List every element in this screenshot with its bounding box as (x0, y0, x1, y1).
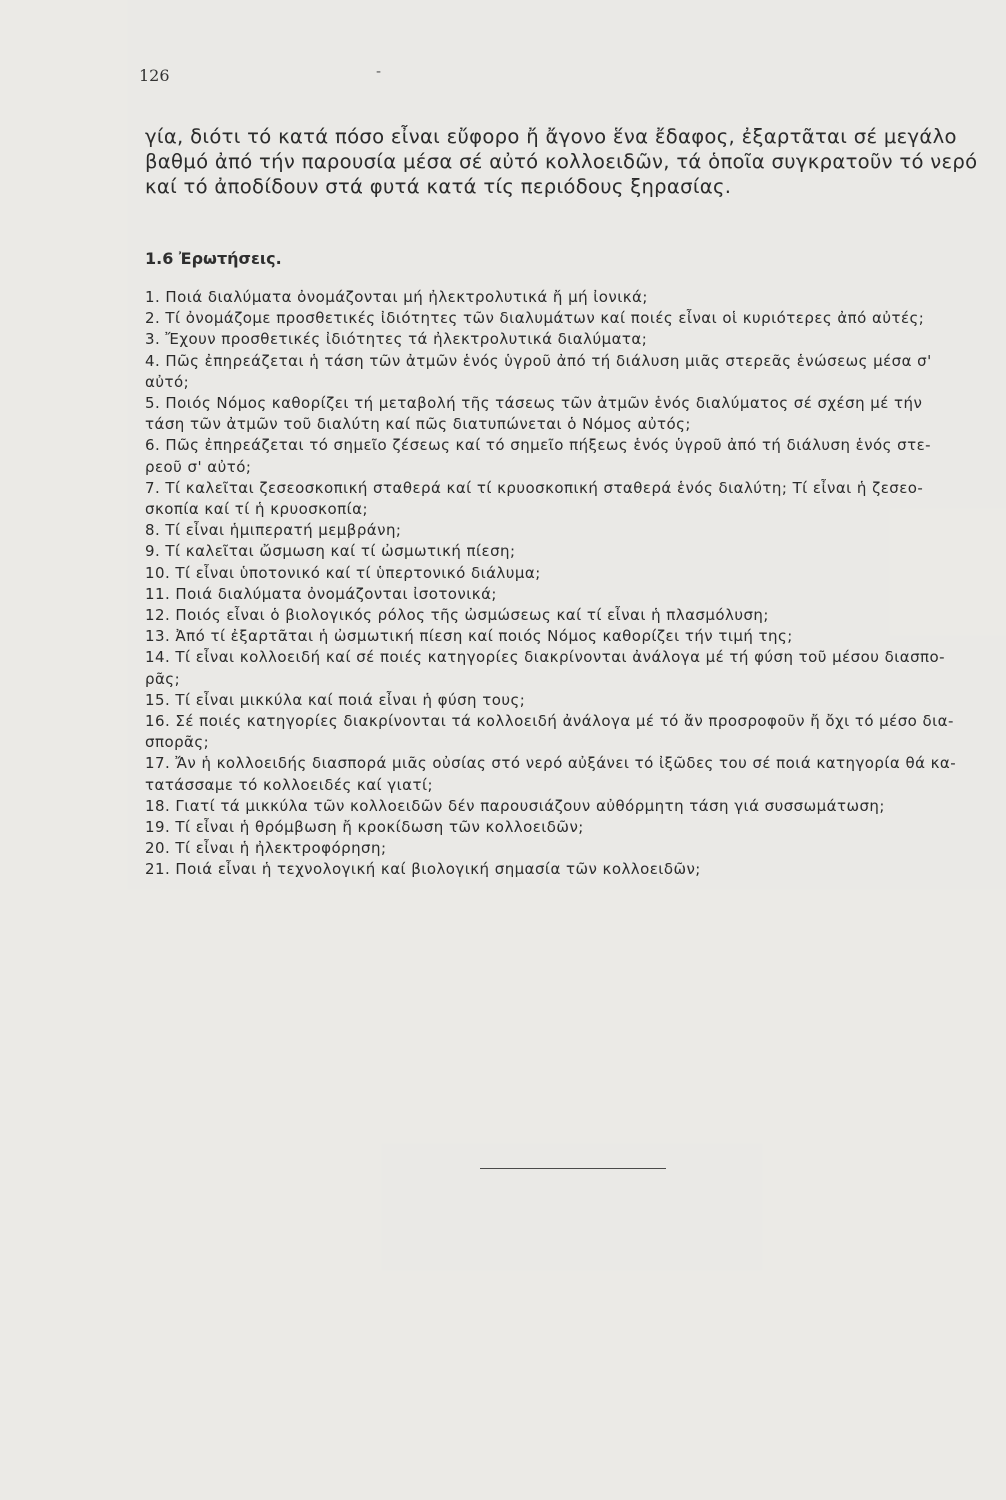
question-item: 1. Ποιά διαλύματα ὀνομάζονται μή ἠλεκτρολυτικά ἤ μή ἰονικά; (145, 288, 648, 306)
question-item: 17. Ἄν ἡ κολλοειδής διασπορά μιᾶς οὐσίας στό νερό αὐξάνει τό ἰξῶδες του σέ ποιά κατηγορία θά κα- τατάσσαμε τό κολλοειδές καί γιατί; (145, 754, 957, 794)
question-item: 14. Τί εἶναι κολλοειδή καί σέ ποιές κατηγορίες διακρίνονται ἀνάλογα μέ τή φύση τοῦ μέσου διασπο- ρᾶς; (145, 648, 946, 688)
question-item: 11. Ποιά διαλύματα ὀνομάζονται ἰσοτονικά; (145, 584, 497, 603)
question-item: 5. Ποιός Νόμος καθορίζει τή μεταβολή τῆς τάσεως τῶν ἀτμῶν ἑνός διαλύματος σέ σχέση μέ τήν τάση τῶν ἀτμῶν τοῦ διαλύτη καί πῶς διατυπώνεται ὁ Νόμος αὐτός; (145, 394, 923, 434)
question-item: 16. Σέ ποιές κατηγορίες διακρίνονται τά κολλοειδή ἀνάλογα μέ τό ἄν προσροφοῦν ἤ ὄχι τό μέσο δια- σπορᾶς; (145, 712, 954, 752)
question-item: 13. Ἀπό τί ἐξαρτᾶται ἡ ὠσμωτική πίεση καί ποιός Νόμος καθορίζει τήν τιμή της; (145, 627, 793, 646)
section-divider (480, 1168, 666, 1169)
question-item: 18. Γιατί τά μικκύλα τῶν κολλοειδῶν δέν παρουσιάζουν αὐθόρμητη τάση γιά συσσωμάτωση; (145, 796, 885, 815)
question-item: 21. Ποιά εἶναι ἡ τεχνολογική καί βιολογική σημασία τῶν κολλοειδῶν; (145, 860, 701, 879)
question-item: 2. Τί ὀνομάζομε προσθετικές ἰδιότητες τῶν διαλυμάτων καί ποιές εἶναι οἱ κυριότερες ἀπό αὐτές; (145, 309, 925, 328)
print-mark: - (376, 64, 382, 80)
page-number: 126 (139, 66, 170, 85)
question-item: 4. Πῶς ἐπηρεάζεται ἡ τάση τῶν ἀτμῶν ἑνός ὑγροῦ ἀπό τή διάλυση μιᾶς στερεᾶς ἑνώσεως μέσα σ' αὐτό; (145, 351, 932, 391)
intro-paragraph (145, 124, 990, 199)
question-item: 9. Τί καλεῖται ὤσμωση καί τί ὠσμωτική πίεση; (145, 542, 516, 561)
question-item: 10. Τί εἶναι ὑποτονικό καί τί ὑπερτονικό διάλυμα; (145, 563, 541, 582)
question-item: 19. Τί εἶναι ἡ θρόμβωση ἤ κροκίδωση τῶν κολλοειδῶν; (145, 818, 584, 837)
question-item: 8. Τί εἶναι ἡμιπερατή μεμβράνη; (145, 521, 402, 540)
intro-line: καί τό ἀποδίδουν στά φυτά κατά τίς περιόδους ξηρασίας. (145, 175, 732, 198)
question-item: 6. Πῶς ἐπηρεάζεται τό σημεῖο ζέσεως καί τό σημεῖο πήξεως ἑνός ὑγροῦ ἀπό τή διάλυση ἑνός στε- ρεοῦ σ' αὐτό; (145, 436, 932, 476)
question-item: 15. Τί εἶναι μικκύλα καί ποιά εἶναι ἡ φύση τους; (145, 690, 526, 709)
intro-line: βαθμό ἀπό τήν παρουσία μέσα σέ αὐτό κολλοειδῶν, τά ὁποῖα συγκρατοῦν τό νερό (145, 150, 978, 173)
intro-line: γία, διότι τό κατά πόσο εἶναι εὔφορο ἤ ἄγονο ἕνα ἔδαφος, ἐξαρτᾶται σέ μεγάλο (145, 125, 957, 148)
section-title: 1.6 Ἐρωτήσεις. (145, 249, 282, 268)
question-item: 12. Ποιός εἶναι ὁ βιολογικός ρόλος τῆς ὠσμώσεως καί τί εἶναι ἡ πλασμόλυση; (145, 606, 769, 625)
question-item: 7. Τί καλεῖται ζεσεοσκοπική σταθερά καί τί κρυοσκοπική σταθερά ἑνός διαλύτη; Τί εἶναι ἡ ζεσεο- σκοπία καί τί ἡ κρυοσκοπία; (145, 478, 924, 519)
questions-list (145, 287, 995, 881)
question-item: 20. Τί εἶναι ἡ ἠλεκτροφόρηση; (145, 839, 387, 858)
question-item: 3. Ἔχουν προσθετικές ἰδιότητες τά ἠλεκτρολυτικά διαλύματα; (145, 330, 648, 349)
